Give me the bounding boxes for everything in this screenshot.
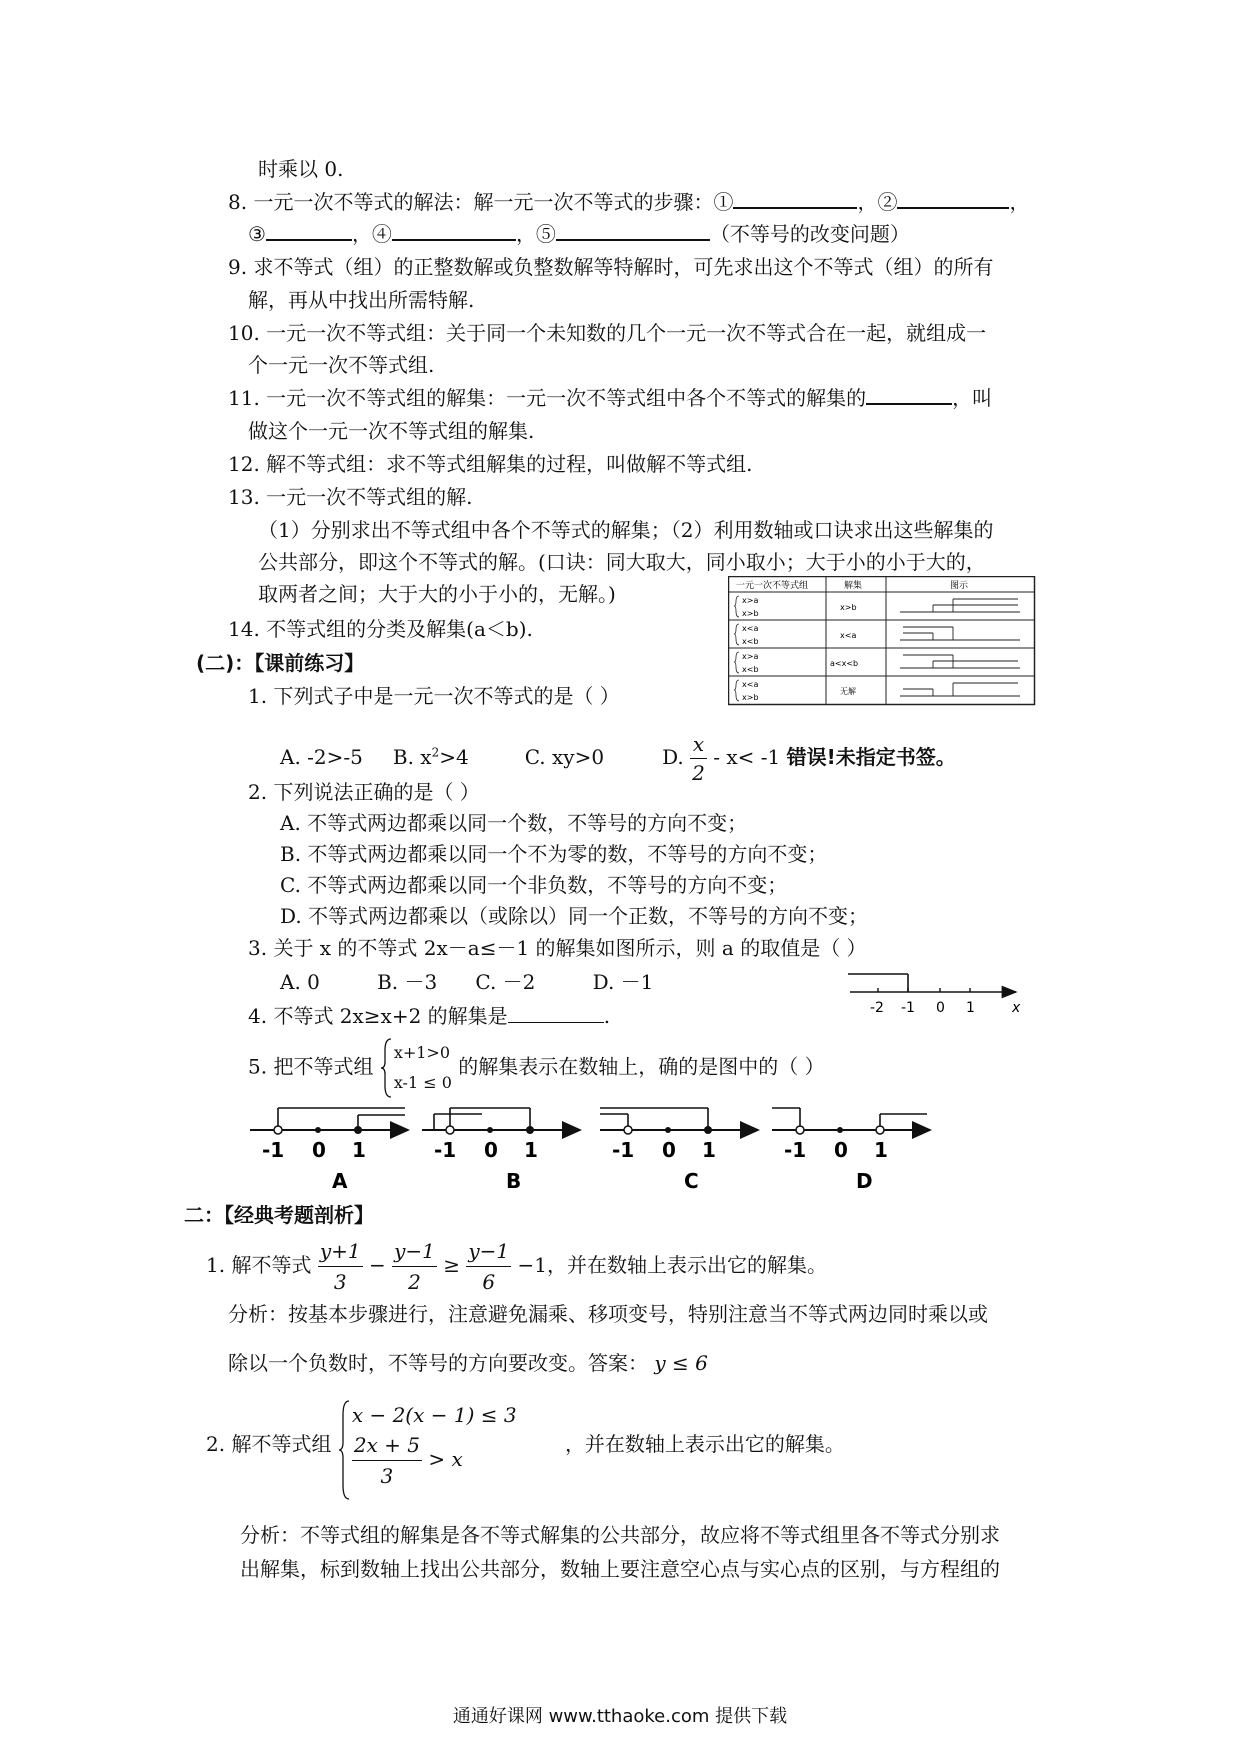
question-3: 3. 关于 x 的不等式 2x－a≤－1 的解集如图所示，则 a 的取值是（ ）: [248, 936, 867, 960]
table-cell: x>a: [742, 596, 759, 605]
tick-label: 1: [966, 1000, 975, 1016]
table-cell: a<x<b: [830, 659, 859, 668]
option-c-line: [600, 1108, 758, 1192]
q3-number-line: [848, 962, 1030, 1024]
svg-text:0: 0: [484, 1138, 498, 1162]
svg-text:0: 0: [662, 1138, 676, 1162]
problem-1-analysis: 分析：按基本步骤进行，注意避免漏乘、移项变号，特别注意当不等式两边同时乘以或: [228, 1302, 988, 1326]
question-2-option-d: D. 不等式两边都乘以（或除以）同一个正数，不等号的方向不变；: [280, 904, 869, 928]
question-2: 2. 下列说法正确的是（ ）: [248, 780, 480, 804]
item-9-cont: 解，再从中找出所需特解.: [248, 288, 475, 312]
text-line: 时乘以 0.: [258, 157, 344, 181]
question-2-option-b: B. 不等式两边都乘以同一个不为零的数，不等号的方向不变；: [280, 842, 828, 866]
option-label: B: [506, 1169, 522, 1192]
item-11: 11. 一元一次不等式组的解集：一元一次不等式组中各个不等式的解集的 ，叫: [228, 386, 993, 410]
option-label: D: [856, 1169, 873, 1192]
option-label: A: [332, 1169, 348, 1192]
problem-2: 2. 解不等式组 x − 2(x − 1) ≤ 3 $\frac{2x + 5}{3}$ > x ，并在数轴上表示出它的解集。: [206, 1400, 845, 1491]
table-cell: x>b: [840, 603, 857, 612]
option-d-line: [772, 1108, 930, 1192]
item-9: 9. 求不等式（组）的正整数解或负整数解等特解时，可先求出这个不等式（组）的所有: [228, 255, 994, 279]
svg-text:0: 0: [312, 1138, 326, 1162]
item-13: 13. 一元一次不等式组的解.: [228, 485, 473, 509]
question-2-option-a: A. 不等式两边都乘以同一个数，不等号的方向不变；: [280, 811, 748, 835]
table-row: [742, 652, 858, 674]
table-cell: x<a: [742, 624, 759, 633]
inequality-table: [728, 576, 1036, 706]
table-cell: x>b: [742, 693, 759, 702]
svg-text:1: 1: [524, 1138, 538, 1162]
item-13-line3: 取两者之间；大于大的小于小的，无解。): [258, 582, 616, 606]
axis-label: x: [1012, 1000, 1021, 1016]
question-3-options: A. 0 B. －3 C. －2 D. －1: [280, 970, 654, 994]
table-cell: x<b: [742, 637, 759, 646]
question-5: 5. 把不等式组 x+1>0 x-1 ≤ 0 的解集表示在数轴上，确的是图中的（ ）: [248, 1038, 825, 1098]
question-1: 1. 下列式子中是一元一次不等式的是（ ）: [248, 684, 620, 708]
table-header-solution: 解集: [844, 581, 863, 591]
option-a-line: [250, 1108, 408, 1192]
item-8: 8. 一元一次不等式的解法：解一元一次不等式的步骤：① ，② ，: [228, 190, 1030, 214]
item-14: 14. 不等式组的分类及解集(a＜b).: [228, 617, 533, 641]
svg-text:-1: -1: [262, 1138, 285, 1162]
svg-text:0: 0: [834, 1138, 848, 1162]
item-11-cont: 做这个一元一次不等式组的解集.: [248, 419, 535, 443]
table-header-diagram: 图示: [950, 581, 969, 591]
svg-text:1: 1: [874, 1138, 888, 1162]
page-footer: 通通好课网 www.tthaoke.com 提供下载: [452, 1706, 788, 1727]
svg-text:1: 1: [702, 1138, 716, 1162]
item-12: 12. 解不等式组：求不等式组解集的过程，叫做解不等式组.: [228, 452, 753, 476]
tick-label: -1: [901, 1000, 915, 1016]
table-cell: x<b: [742, 665, 759, 674]
table-header-system: 一元一次不等式组: [736, 581, 809, 591]
problem-2-analysis: 分析：不等式组的解集是各不等式解集的公共部分，故应将不等式组里各不等式分别求: [240, 1523, 1000, 1547]
item-13-line1: （1）分别求出不等式组中各个不等式的解集；（2）利用数轴或口诀求出这些解集的: [258, 518, 994, 542]
svg-text:-1: -1: [612, 1138, 635, 1162]
item-10-cont: 个一元一次不等式组.: [248, 353, 435, 377]
table-row: [742, 680, 856, 702]
option-label: C: [684, 1169, 699, 1192]
table-cell: x>a: [742, 652, 759, 661]
item-10: 10. 一元一次不等式组：关于同一个未知数的几个一元一次不等式合在一起，就组成一: [228, 321, 987, 345]
svg-text:-1: -1: [784, 1138, 807, 1162]
table-cell: x<a: [742, 680, 759, 689]
item-8-cont: ③ ，④ ，⑤ （不等号的改变问题）: [248, 222, 910, 246]
problem-1: 1. 解不等式 $\frac{y+1}{3}$ − $\frac{y-1}{2}$ ≥ $\frac{y-1}{6}$ −1，并在数轴上表示出它的解集。: [206, 1236, 827, 1297]
svg-text:1: 1: [352, 1138, 366, 1162]
section-title: (二)：【课前练习】: [196, 651, 365, 675]
table-row: [742, 624, 856, 646]
table-cell: 无解: [840, 687, 856, 696]
question-4: 4. 不等式 2x≥x+2 的解集是 .: [248, 1004, 611, 1028]
problem-2-analysis-cont: 出解集，标到数轴上找出公共部分，数轴上要注意空心点与实心点的区别，与方程组的: [240, 1557, 1000, 1581]
problem-1-analysis-cont: 除以一个负数时，不等号的方向要改变。答案： y ≤ 6: [228, 1351, 708, 1375]
table-cell: x<a: [840, 631, 857, 640]
option-b-line: [422, 1108, 580, 1192]
question-1-options: A. -2>-5 B. $x^2>4$ C. xy>0 D. $\frac{x}{2}$ - x< -1 错误!未指定书签。: [280, 732, 956, 785]
q5-number-lines: [250, 1100, 950, 1192]
section-title: 二：【经典考题剖析】: [184, 1203, 374, 1227]
item-13-line2: 公共部分，即这个不等式的解。(口诀：同大取大，同小取小；大于小的小于大的，: [258, 550, 986, 574]
answer: y ≤ 6: [654, 1351, 708, 1375]
table-row: [742, 596, 857, 618]
question-2-option-c: C. 不等式两边都乘以同一个非负数，不等号的方向不变；: [280, 873, 788, 897]
tick-label: -2: [870, 1000, 884, 1016]
svg-text:-1: -1: [434, 1138, 457, 1162]
table-cell: x>b: [742, 609, 759, 618]
tick-label: 0: [936, 1000, 945, 1016]
